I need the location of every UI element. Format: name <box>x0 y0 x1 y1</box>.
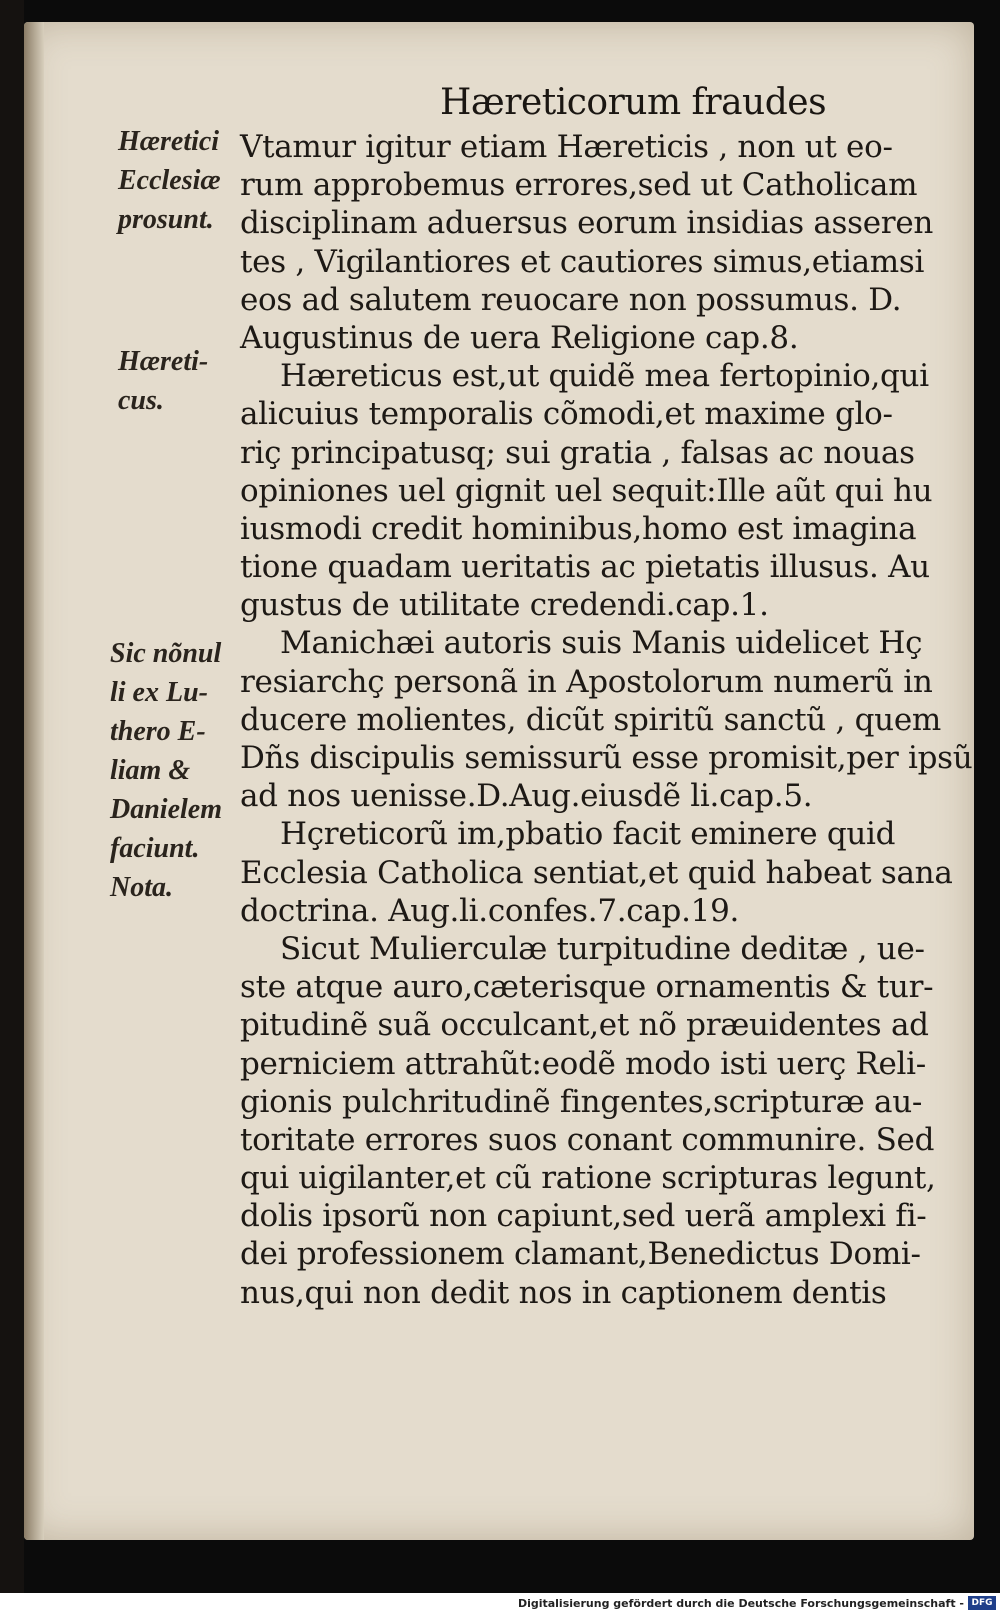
margin-note-line: Danielem <box>110 794 222 825</box>
margin-note-line: liam & <box>110 755 191 786</box>
running-head: Hæreticorum fraudes <box>440 82 827 123</box>
text-line: gionis pulchritudinẽ fingentes,scripturæ au- <box>240 1083 923 1120</box>
margin-note-line: prosunt. <box>118 204 214 235</box>
text-line: Ecclesia Catholica sentiat,et quid habeat sana <box>240 854 953 891</box>
margin-note-line: thero E- <box>110 716 206 747</box>
footer-credit: Digitalisierung gefördert durch die Deutsche Forschungsgemeinschaft - <box>517 1597 964 1610</box>
text-line: toritate errores suos conant communire. Sed <box>240 1121 935 1158</box>
margin-note-line: cus. <box>118 385 164 416</box>
page-edge <box>24 22 44 1540</box>
text-line: pitudinẽ suã occulcant,et nõ præuidentes ad <box>240 1007 929 1044</box>
text-line: alicuius temporalis cõmodi,et maxime glo- <box>240 396 893 433</box>
text-line: resiarchç personã in Apostolorum numerũ in <box>240 663 933 700</box>
text-line: gustus de utilitate credendi.cap.1. <box>240 587 769 624</box>
text-line: nus,qui non dedit nos in captionem dentis <box>240 1274 887 1311</box>
text-line: dolis ipsorũ non capiunt,sed uerã amplexi fi- <box>240 1198 927 1235</box>
text-line: Hæreticus est,ut quidẽ mea fertopinio,qui <box>280 358 929 395</box>
text-line: ad nos uenisse.D.Aug.eiusdẽ li.cap.5. <box>240 778 813 815</box>
margin-note-line: faciunt. <box>110 833 200 864</box>
dfg-logo: DFG <box>968 1596 996 1610</box>
margin-note-line: li ex Lu- <box>110 677 208 708</box>
margin-note-line: Nota. <box>110 872 173 903</box>
text-line: disciplinam aduersus eorum insidias asseren <box>240 205 934 242</box>
text-line: Dñs discipulis semissurũ esse promisit,per ipsũ <box>240 740 973 776</box>
text-line: Sicut Mulierculæ turpitudine deditæ , ue- <box>280 930 925 967</box>
margin-note-line: Ecclesiæ <box>118 165 221 196</box>
text-line: Hçreticorũ im,pbatio facit eminere quid <box>280 816 896 853</box>
text-line: tes , Vigilantiores et cautiores simus,etiamsi <box>240 243 925 280</box>
margin-note-haereticus <box>118 342 208 420</box>
text-line: qui uigilanter,et cũ ratione scripturas legunt, <box>240 1160 936 1197</box>
text-line: Augustinus de uera Religione cap.8. <box>240 319 799 356</box>
text-line: eos ad salutem reuocare non possumus. D. <box>240 281 902 318</box>
body-text <box>240 128 973 1312</box>
book-binding <box>0 0 24 1593</box>
margin-note-sic-nonulli <box>110 634 222 907</box>
text-line: iusmodi credit hominibus,homo est imagina <box>240 510 917 547</box>
text-line: dei professionem clamant,Benedictus Domi- <box>240 1236 921 1273</box>
text-line: opiniones uel gignit uel sequit:Ille aũt qui hu <box>240 472 933 509</box>
text-line: Vtamur igitur etiam Hæreticis , non ut eo- <box>240 129 893 165</box>
margin-note-line: Hæretici <box>118 126 220 157</box>
text-line: ste atque auro,cæterisque ornamentis & tur- <box>240 969 934 1006</box>
margin-note-line: Hæreti- <box>118 346 209 377</box>
text-line: tione quadam ueritatis ac pietatis illusus. Au <box>240 549 930 586</box>
text-line: ducere molientes, dicũt spiritũ sanctũ , quem <box>240 701 941 738</box>
text-line: riç principatusq; sui gratia , falsas ac nouas <box>240 434 915 471</box>
margin-note-haeretici <box>118 122 221 239</box>
text-line: rum approbemus errores,sed ut Catholicam <box>240 167 918 204</box>
text-line: perniciem attrahũt:eodẽ modo isti uerç Reli- <box>240 1045 926 1082</box>
text-line: Manichæi autoris suis Manis uidelicet Hç <box>280 625 923 662</box>
margin-note-line: Sic nõnul <box>110 638 222 669</box>
text-line: doctrina. Aug.li.confes.7.cap.19. <box>240 892 740 929</box>
